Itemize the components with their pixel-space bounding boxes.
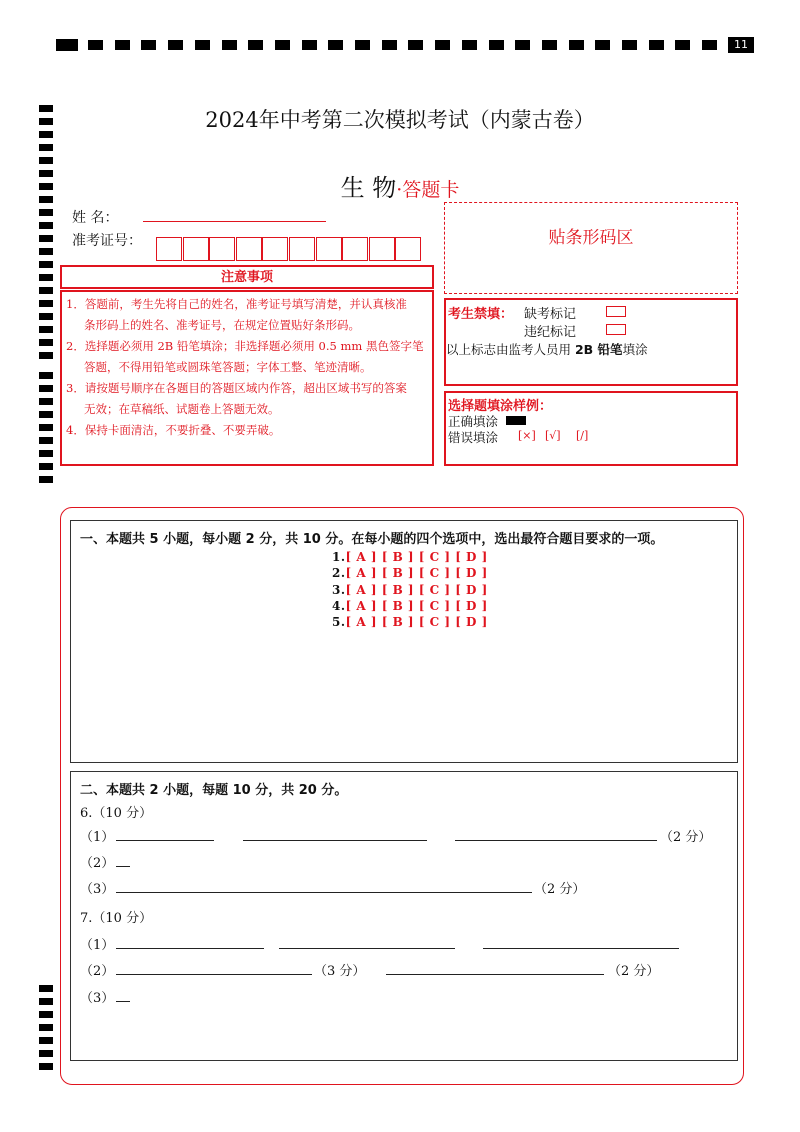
left-marker bbox=[39, 235, 53, 242]
left-marker bbox=[39, 261, 53, 268]
left-marker bbox=[39, 398, 53, 405]
top-marker bbox=[302, 40, 317, 50]
left-marker bbox=[39, 385, 53, 392]
left-marker bbox=[39, 313, 53, 320]
q6-part3-score: （2 分） bbox=[534, 882, 586, 897]
q7-part2-answer-line[interactable] bbox=[386, 974, 604, 975]
mcq-options[interactable]: [ A ] [ B ] [ C ] [ D ] bbox=[345, 550, 488, 564]
section2-title: 二、本题共 2 小题，每题 10 分，共 20 分。 bbox=[80, 783, 348, 798]
exam-id-cell[interactable] bbox=[262, 237, 288, 261]
left-marker bbox=[39, 985, 53, 992]
mcq-row[interactable] bbox=[332, 599, 488, 613]
notice-item: 1．答题前，考生先将自己的姓名，准考证号填写清楚，并认真核准 bbox=[66, 297, 407, 311]
notice-item: 条形码上的姓名、准考证号，在规定位置贴好条形码。 bbox=[84, 318, 360, 332]
top-marker bbox=[222, 40, 237, 50]
exam-id-cell[interactable] bbox=[183, 237, 209, 261]
top-marker bbox=[168, 40, 183, 50]
correct-fill-label: 正确填涂 bbox=[448, 414, 499, 429]
left-marker bbox=[39, 352, 53, 359]
subject-heading bbox=[0, 168, 800, 203]
mcq-options[interactable]: [ A ] [ B ] [ C ] [ D ] bbox=[345, 566, 488, 581]
candidate-note-prefix: 以上标志由监考人员用 bbox=[446, 342, 575, 357]
left-marker bbox=[39, 248, 53, 255]
top-marker bbox=[622, 40, 637, 50]
q7-part1-answer-line[interactable] bbox=[116, 948, 264, 949]
section1-title: 一、本题共 5 小题，每小题 2 分，共 10 分。在每小题的四个选项中，选出最符合题目要求的一项。 bbox=[80, 532, 664, 547]
exam-id-cell[interactable] bbox=[342, 237, 368, 261]
exam-id-cell[interactable] bbox=[395, 237, 421, 261]
notice-title: 注意事项 bbox=[220, 270, 273, 285]
top-marker bbox=[56, 39, 78, 51]
exam-id-label: 准考证号： bbox=[72, 233, 142, 249]
candidate-note-suffix: 填涂 bbox=[622, 342, 648, 357]
top-marker bbox=[141, 40, 156, 50]
candidate-box-label: 考生禁填： bbox=[448, 307, 514, 322]
top-marker bbox=[515, 40, 530, 50]
top-marker bbox=[115, 40, 130, 50]
top-marker bbox=[569, 40, 584, 50]
notice-item: 答题，不得用铅笔或圆珠笔答题；字体工整、笔迹清晰。 bbox=[84, 360, 372, 374]
top-marker bbox=[275, 40, 290, 50]
wrong-mark-cross: [×] bbox=[518, 429, 536, 442]
page-number: 11 bbox=[728, 37, 754, 53]
q7-part3-answer-line[interactable] bbox=[116, 1001, 130, 1002]
top-marker bbox=[195, 40, 210, 50]
top-marker bbox=[542, 40, 557, 50]
left-marker bbox=[39, 287, 53, 294]
q6-part3-label: （3） bbox=[80, 882, 115, 897]
left-marker bbox=[39, 144, 53, 151]
exam-title: 2024年中考第二次模拟考试（内蒙古卷） bbox=[205, 108, 595, 132]
notice-item: 4．保持卡面清洁，不要折叠、不要弄破。 bbox=[66, 423, 281, 437]
top-marker bbox=[248, 40, 263, 50]
q7-part1-label: （1） bbox=[80, 938, 115, 953]
top-marker bbox=[88, 40, 103, 50]
candidate-note bbox=[446, 340, 648, 358]
wrong-fill-label: 错误填涂 bbox=[448, 430, 499, 445]
exam-id-cell[interactable] bbox=[156, 237, 182, 261]
mcq-number: 3. bbox=[332, 582, 346, 597]
left-marker bbox=[39, 339, 53, 346]
left-marker bbox=[39, 998, 53, 1005]
subject-name: 生 物 bbox=[340, 174, 397, 202]
q7-part3-label: （3） bbox=[80, 991, 115, 1006]
top-marker bbox=[408, 40, 423, 50]
left-marker bbox=[39, 424, 53, 431]
top-marker bbox=[675, 40, 690, 50]
top-marker bbox=[489, 40, 504, 50]
q6-part1-answer-line[interactable] bbox=[116, 840, 214, 841]
left-marker bbox=[39, 1024, 53, 1031]
correct-fill-sample bbox=[506, 416, 526, 425]
mcq-number: 5. bbox=[332, 615, 346, 630]
name-field[interactable] bbox=[143, 205, 326, 222]
top-marker bbox=[595, 40, 610, 50]
fill-sample-title: 选择题填涂样例： bbox=[448, 399, 553, 414]
mcq-options[interactable]: [ A ] [ B ] [ C ] [ D ] bbox=[345, 598, 488, 613]
wrong-mark-slash: [/] bbox=[576, 429, 589, 442]
mcq-number: 4. bbox=[332, 598, 346, 613]
mcq-row[interactable] bbox=[332, 583, 488, 597]
barcode-label: 贴条形码区 bbox=[548, 228, 634, 248]
top-marker bbox=[382, 40, 397, 50]
q6-part3-answer-line[interactable] bbox=[116, 892, 532, 893]
mcq-number: 2. bbox=[332, 566, 346, 581]
violation-mark-label: 违纪标记 bbox=[524, 325, 577, 340]
left-marker bbox=[39, 326, 53, 333]
top-marker bbox=[328, 40, 343, 50]
candidate-note-bold: 2B 铅笔 bbox=[574, 342, 623, 357]
top-marker bbox=[649, 40, 664, 50]
left-marker bbox=[39, 209, 53, 216]
q7-part2-score-a: （3 分） bbox=[314, 964, 366, 979]
wrong-mark-check: [√] bbox=[545, 429, 561, 442]
q6-part1-label: （1） bbox=[80, 830, 115, 845]
top-marker bbox=[435, 40, 450, 50]
q6-part1-score: （2 分） bbox=[660, 830, 712, 845]
exam-id-cell[interactable] bbox=[236, 237, 262, 261]
left-marker bbox=[39, 1050, 53, 1057]
exam-id-cell[interactable] bbox=[289, 237, 315, 261]
mcq-row[interactable] bbox=[332, 615, 488, 629]
left-marker bbox=[39, 274, 53, 281]
left-marker bbox=[39, 1063, 53, 1070]
q6-part1-answer-line[interactable] bbox=[455, 840, 657, 841]
left-marker bbox=[39, 222, 53, 229]
q6-part1-answer-line[interactable] bbox=[243, 840, 427, 841]
notice-item: 2．选择题必须用 2B 铅笔填涂；非选择题必须用 0.5 mm 黑色签字笔 bbox=[66, 339, 424, 353]
top-marker bbox=[355, 40, 370, 50]
mcq-number: 1. bbox=[332, 550, 346, 564]
q7-part2-answer-line[interactable] bbox=[116, 974, 312, 975]
notice-header bbox=[60, 265, 434, 289]
notice-item: 无效；在草稿纸、试题卷上答题无效。 bbox=[84, 402, 280, 416]
left-marker bbox=[39, 411, 53, 418]
q6-part2-answer-line[interactable] bbox=[116, 866, 130, 867]
exam-id-cell[interactable] bbox=[369, 237, 395, 261]
left-marker bbox=[39, 450, 53, 457]
violation-mark-box[interactable] bbox=[606, 324, 626, 335]
left-marker bbox=[39, 1011, 53, 1018]
section2-box bbox=[70, 771, 738, 1061]
barcode-area bbox=[444, 202, 738, 294]
left-marker bbox=[39, 476, 53, 483]
q7-part2-score-b: （2 分） bbox=[608, 964, 660, 979]
left-marker bbox=[39, 437, 53, 444]
q7-part2-label: （2） bbox=[80, 964, 115, 979]
mcq-row[interactable] bbox=[332, 550, 488, 564]
top-marker bbox=[702, 40, 717, 50]
left-marker bbox=[39, 1037, 53, 1044]
left-marker bbox=[39, 300, 53, 307]
notice-item: 3．请按题号顺序在各题目的答题区域内作答，超出区域书写的答案 bbox=[66, 381, 407, 395]
q7-part1-answer-line[interactable] bbox=[279, 948, 455, 949]
q6-header: 6.（10 分） bbox=[80, 806, 153, 821]
left-marker bbox=[39, 157, 53, 164]
absent-mark-label: 缺考标记 bbox=[524, 307, 577, 322]
left-marker bbox=[39, 372, 53, 379]
candidate-box bbox=[444, 298, 738, 386]
mcq-row[interactable] bbox=[332, 566, 488, 580]
exam-id-cell[interactable] bbox=[316, 237, 342, 261]
q6-part2-label: （2） bbox=[80, 856, 115, 871]
top-marker bbox=[462, 40, 477, 50]
absent-mark-box[interactable] bbox=[606, 306, 626, 317]
fill-sample-box bbox=[444, 391, 738, 466]
name-label: 姓 名： bbox=[72, 210, 119, 226]
exam-id-cell[interactable] bbox=[209, 237, 235, 261]
mcq-options[interactable]: [ A ] [ B ] [ C ] [ D ] bbox=[345, 582, 488, 597]
answer-card-label: ·答题卡 bbox=[396, 179, 460, 201]
left-marker bbox=[39, 463, 53, 470]
mcq-options[interactable]: [ A ] [ B ] [ C ] [ D ] bbox=[345, 615, 488, 630]
q7-header: 7.（10 分） bbox=[80, 911, 153, 926]
q7-part1-answer-line[interactable] bbox=[483, 948, 679, 949]
